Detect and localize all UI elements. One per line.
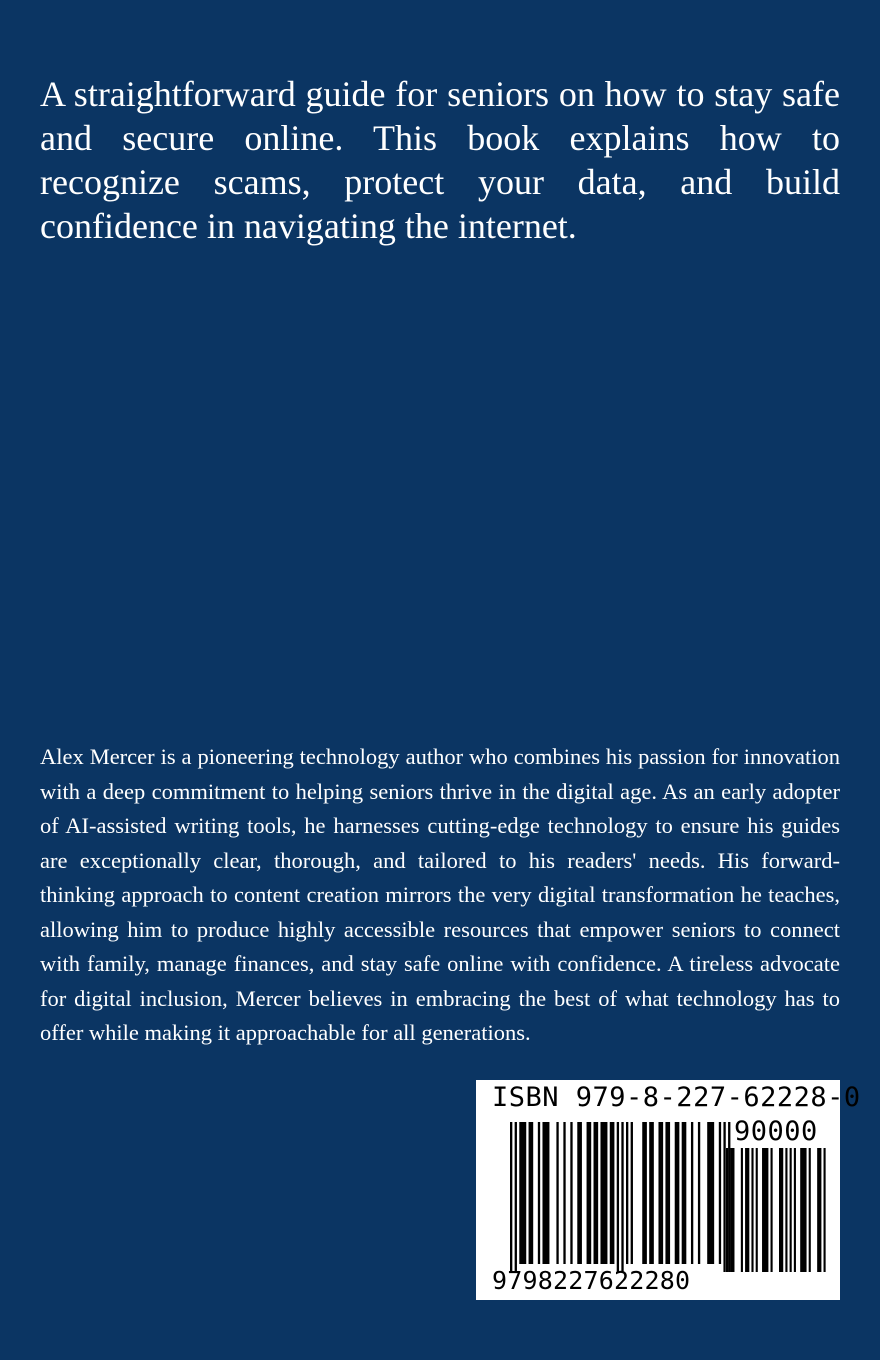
barcode-bar [626,1122,628,1264]
barcode-bar [594,1122,599,1264]
barcode-digits: 9798227622280 [492,1266,691,1295]
barcode-bar [741,1148,743,1272]
isbn-label: ISBN 979-8-227-62228-0 [492,1082,861,1113]
book-blurb: A straightforward guide for seniors on how to stay safe and secure online. This book explains how to recognize scams, protect your data, and build confidence in navigating the internet. [40,74,840,246]
barcode-bar [529,1122,534,1264]
barcode-bar [719,1122,721,1264]
barcode-bar [794,1148,796,1272]
barcode-bar [510,1122,512,1272]
barcode-bar [817,1148,821,1272]
barcode-bar [728,1122,730,1272]
barcode-bar [790,1148,792,1272]
barcode-bar [631,1122,633,1264]
barcode-bar [751,1148,753,1272]
barcode-bar [800,1148,806,1272]
barcode-bar [649,1122,654,1264]
barcode-bar [600,1122,607,1264]
barcode-bar [723,1122,725,1272]
barcode-bar [762,1148,768,1272]
barcode-bar [570,1122,572,1264]
barcode-bar [682,1122,687,1264]
ean13-bars [510,1122,730,1272]
barcode-bar [556,1122,558,1264]
barcode-bar [675,1122,680,1264]
author-bio: Alex Mercer is a pioneering technology author who combines his passion for innovation with a deep commitment to helping seniors thrive in the digital age. As an early adopter of AI-assisted writing tools, he harnesses cutting-edge technology to ensure his guides are exceptionally clear, thorough, and tailored to his readers' needs. His forward-thinking approach to content creation mirrors the very digital transformation he teaches, allowing him to produce highly accessible resources that empower seniors to connect with family, manage finances, and stay safe online with confidence. A tireless advocate for digital inclusion, Mercer believes in embracing the best of what technology has to offer while making it approachable for all generations. [40,744,840,1045]
barcode-bar [745,1148,749,1272]
barcode-bar [824,1148,826,1272]
barcode-bar [621,1122,623,1272]
barcode-bar [563,1122,565,1264]
barcode-bar [707,1122,714,1264]
barcode-bar [698,1122,700,1264]
barcode-bar [665,1122,670,1264]
barcode-bar [515,1122,517,1272]
barcode-bar [785,1148,787,1272]
barcode-bar [577,1122,582,1264]
barcode-bar [610,1122,615,1264]
barcode-bar [730,1148,734,1272]
barcode-bar [538,1122,540,1264]
barcode-bar [587,1122,592,1264]
barcode-bar [658,1122,663,1264]
barcode-bar [726,1148,728,1272]
price-code: 90000 [734,1116,818,1147]
barcode-bar [617,1122,619,1272]
barcode-bar [542,1122,549,1264]
barcode-bar [642,1122,647,1264]
barcode-bar [809,1148,811,1272]
barcode-bar [756,1148,758,1272]
addon-bars [726,1148,826,1272]
isbn-barcode [476,1080,861,1300]
barcode-bar [691,1122,693,1264]
barcode-bar [519,1122,526,1264]
barcode-bar [771,1148,773,1272]
barcode-bar [779,1148,783,1272]
